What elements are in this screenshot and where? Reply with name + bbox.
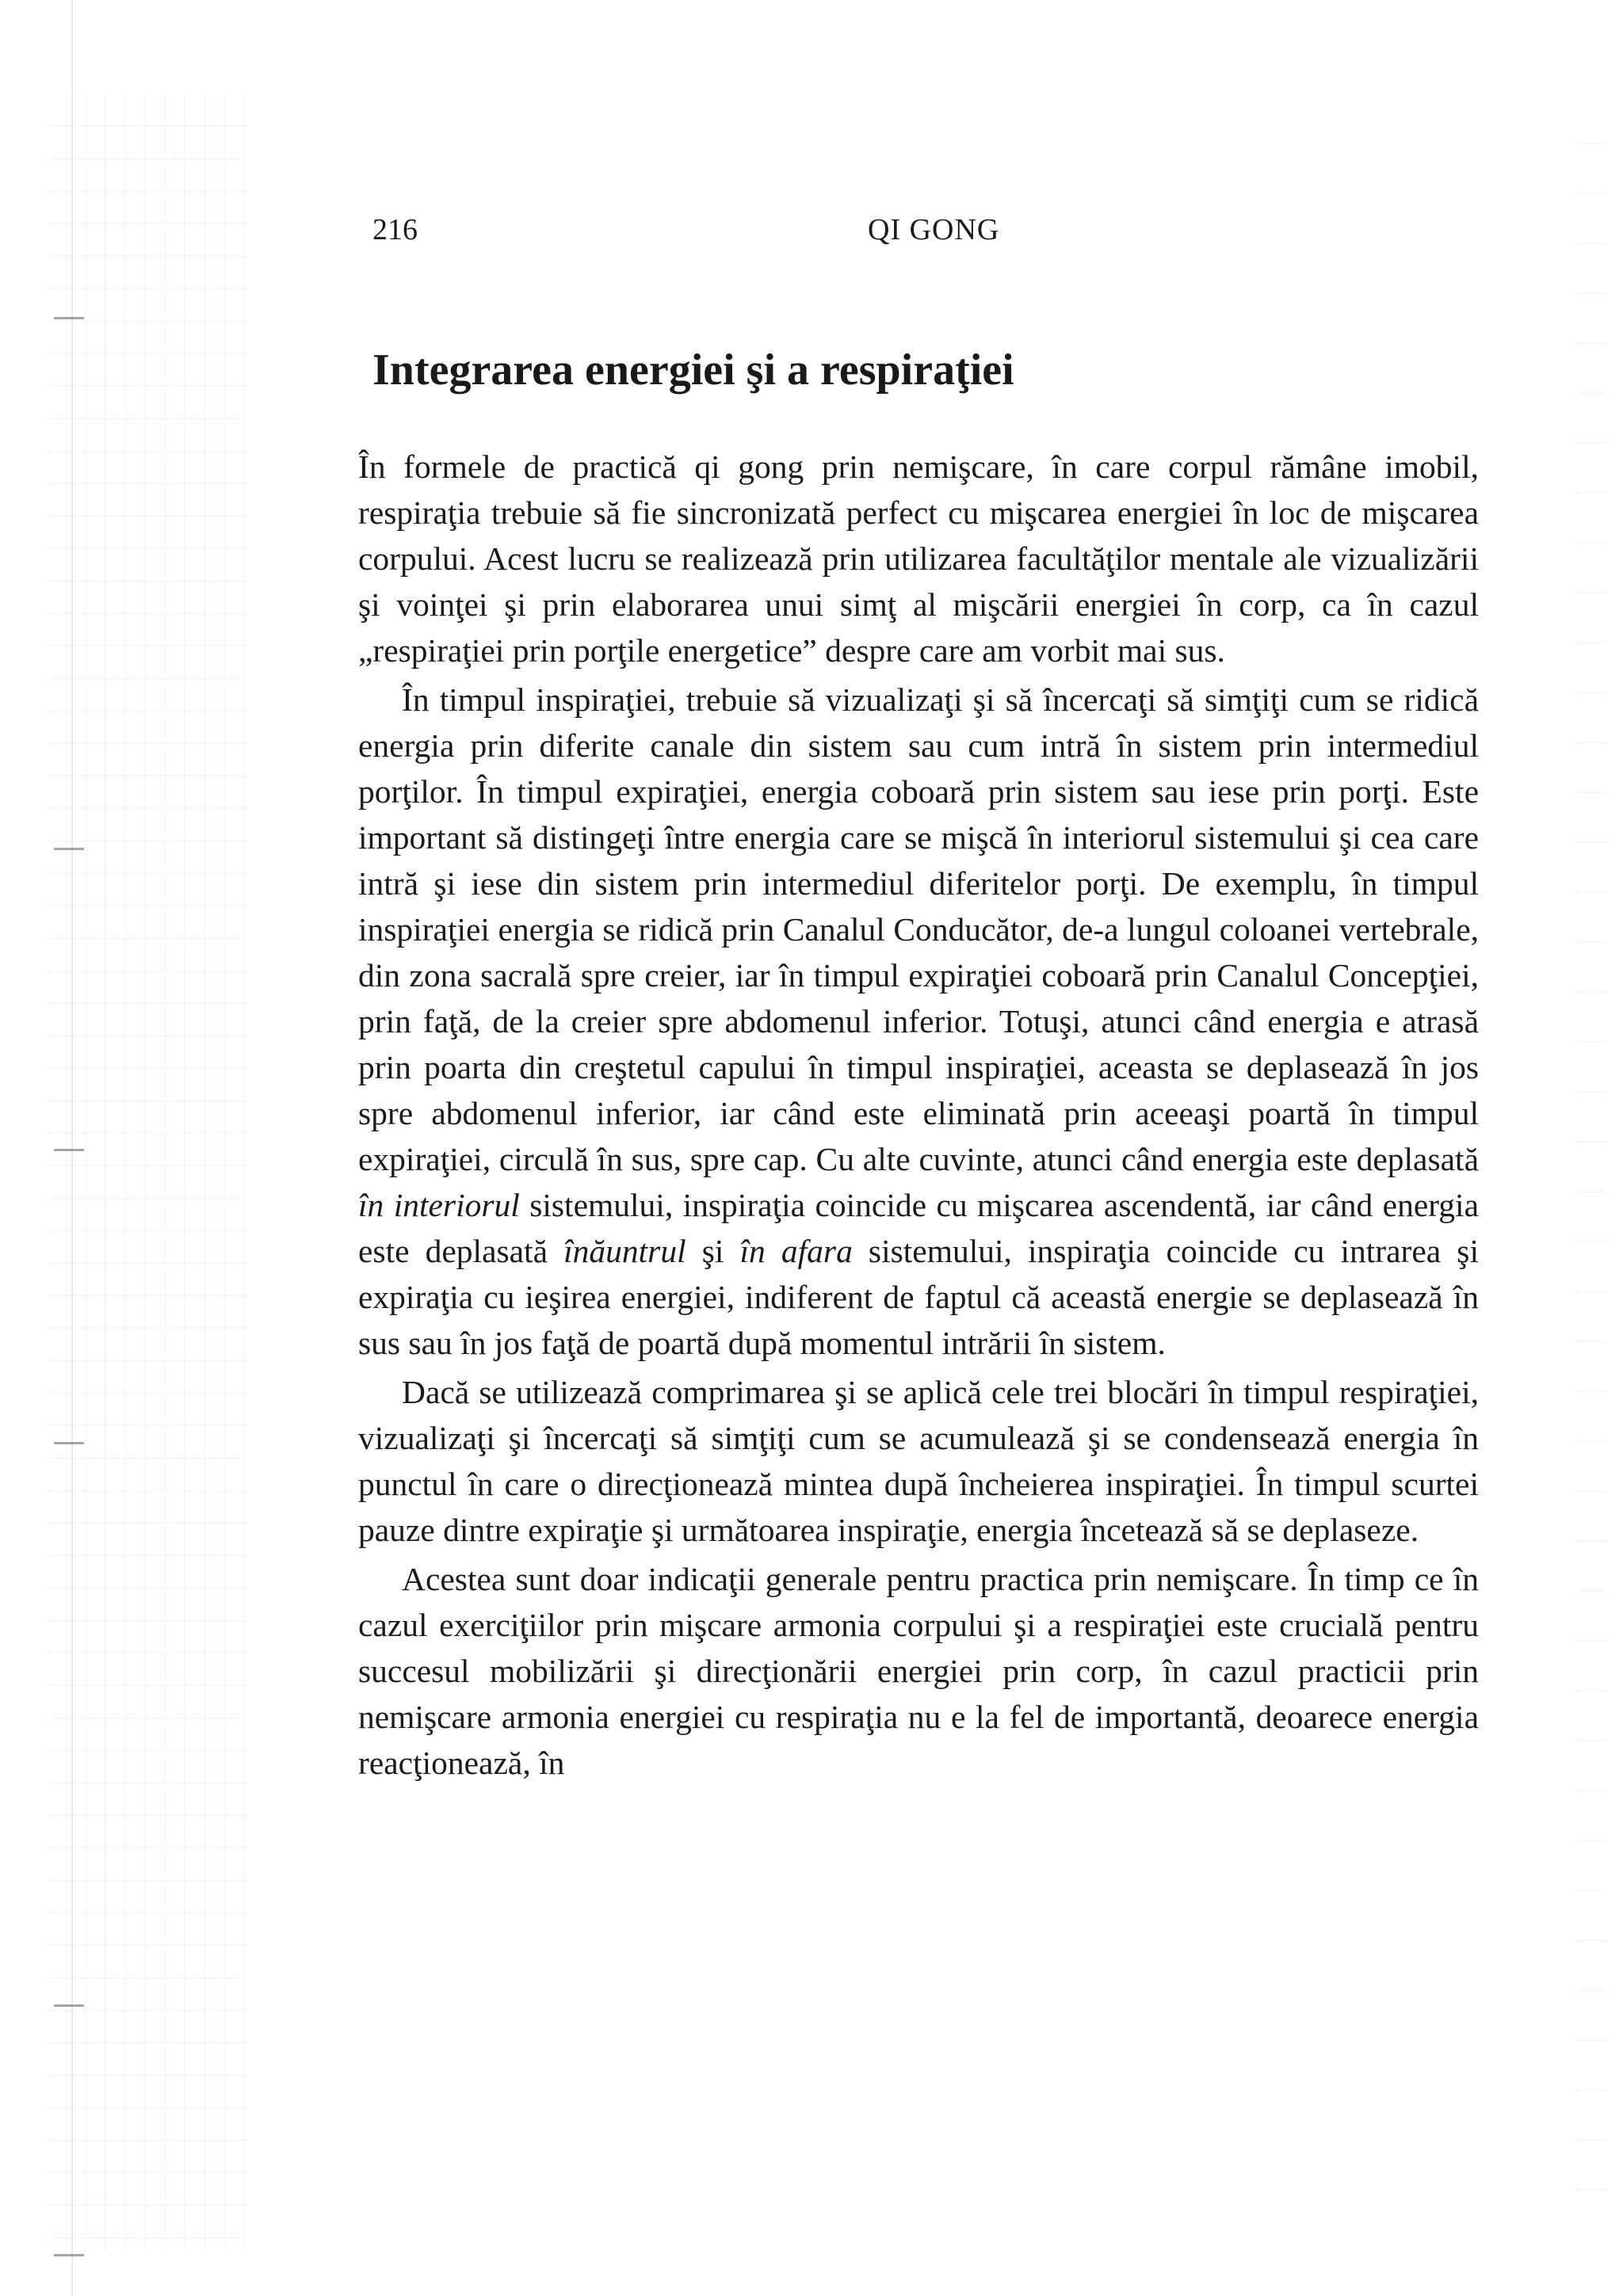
scan-mark — [54, 2254, 84, 2256]
scan-mark — [54, 317, 84, 319]
page-header — [372, 212, 1482, 252]
paragraph-2-text: şi — [685, 1233, 740, 1269]
paragraph-1: În formele de practică qi gong prin nemişcare, în care corpul rămâne imobil, respiraţia trebuie să fie sincronizată perfect cu mişcarea energiei în loc de mişcarea corpului. Acest lucru se realizează prin utilizarea facultăţilor mentale ale vizualizării şi voinţei şi prin elaborarea unui simţ al mişcării energiei în corp, ca în cazul „respiraţiei prin porţile energetice” despre care am vorbit mai sus. — [358, 448, 1479, 669]
scan-right-edge-noise — [1575, 95, 1607, 2195]
paragraph-2-text: sistemului, inspiraţia coincide cu mişcarea ascendentă, iar când energia este deplasată — [358, 1187, 1480, 1269]
body-text — [358, 444, 1479, 1786]
emphasis-text: înăuntrul — [563, 1233, 686, 1269]
page-number: 216 — [372, 213, 418, 246]
paragraph-4: Acestea sunt doar indicaţii generale pentru practica prin nemişcare. În timp ce în cazul exerciţiilor prin mişcare armonia corpului şi a respiraţiei este crucială pentru succesul mobilizării şi direcţionării energiei prin corp, în cazul practicii prin nemişcare armonia energiei cu respiraţia nu e la fel de importantă, deoarece energia reacţionează, în — [358, 1561, 1479, 1781]
paragraph-3: Dacă se utilizează comprimarea şi se aplică cele trei blocări în timpul respiraţiei, vizualizaţi şi încercaţi să simţiţi cum se acumulează şi se condensează energia în punctul în care o direcţionează mintea după încheierea inspiraţiei. În timpul scurtei pauze dintre expiraţie şi următoarea inspiraţie, energia încetează să se deplaseze. — [358, 1374, 1479, 1548]
emphasis-text: în interiorul — [358, 1187, 520, 1223]
paragraph-2-text: În timpul inspiraţiei, trebuie să vizualizaţi şi să încercaţi să simţiţi cum se ridică energia prin diferite canale din sistem sau cum intră în sistem prin intermediul porţilor. În timpul expiraţiei, energia coboară prin sistem sau iese prin porţi. Este important să distingeţi între energia care se mişcă în interiorul sistemului şi cea care intră şi iese din sistem prin intermediul diferitelor porţi. De exemplu, în timpul inspiraţiei energia se ridică prin Canalul Conducător, de-a lungul coloanei vertebrale, din zona sacrală spre creier, iar în timpul expiraţiei coboară prin Canalul Concepţiei, prin faţă, de la creier spre abdomenul inferior. Totuşi, atunci când energia e atrasă prin poarta din creştetul capului în timpul inspiraţiei, aceasta se deplasează în jos spre abdomenul inferior, iar când este eliminată prin aceeaşi poartă în timpul expiraţiei, circulă în sus, spre cap. Cu alte cuvinte, atunci când energia este deplasată — [358, 681, 1479, 1177]
scan-mark — [54, 1149, 84, 1151]
scan-mark — [54, 1442, 84, 1444]
paragraph-2 — [358, 677, 1479, 1366]
scan-binding-noise — [48, 95, 246, 2250]
scan-mark — [54, 2004, 84, 2007]
scan-mark — [54, 848, 84, 850]
section-title: Integrarea energiei şi a respiraţiei — [372, 345, 1014, 395]
emphasis-text: în afara — [739, 1233, 853, 1269]
running-head: QI GONG — [868, 213, 1000, 246]
paragraph-2-text: sistemului, inspiraţia coincide cu intrarea şi expiraţia cu ieşirea energiei, indiferent de faptul că această energie se deplasează în sus sau în jos faţă de poartă după momentul intrării în sistem. — [358, 1233, 1479, 1361]
